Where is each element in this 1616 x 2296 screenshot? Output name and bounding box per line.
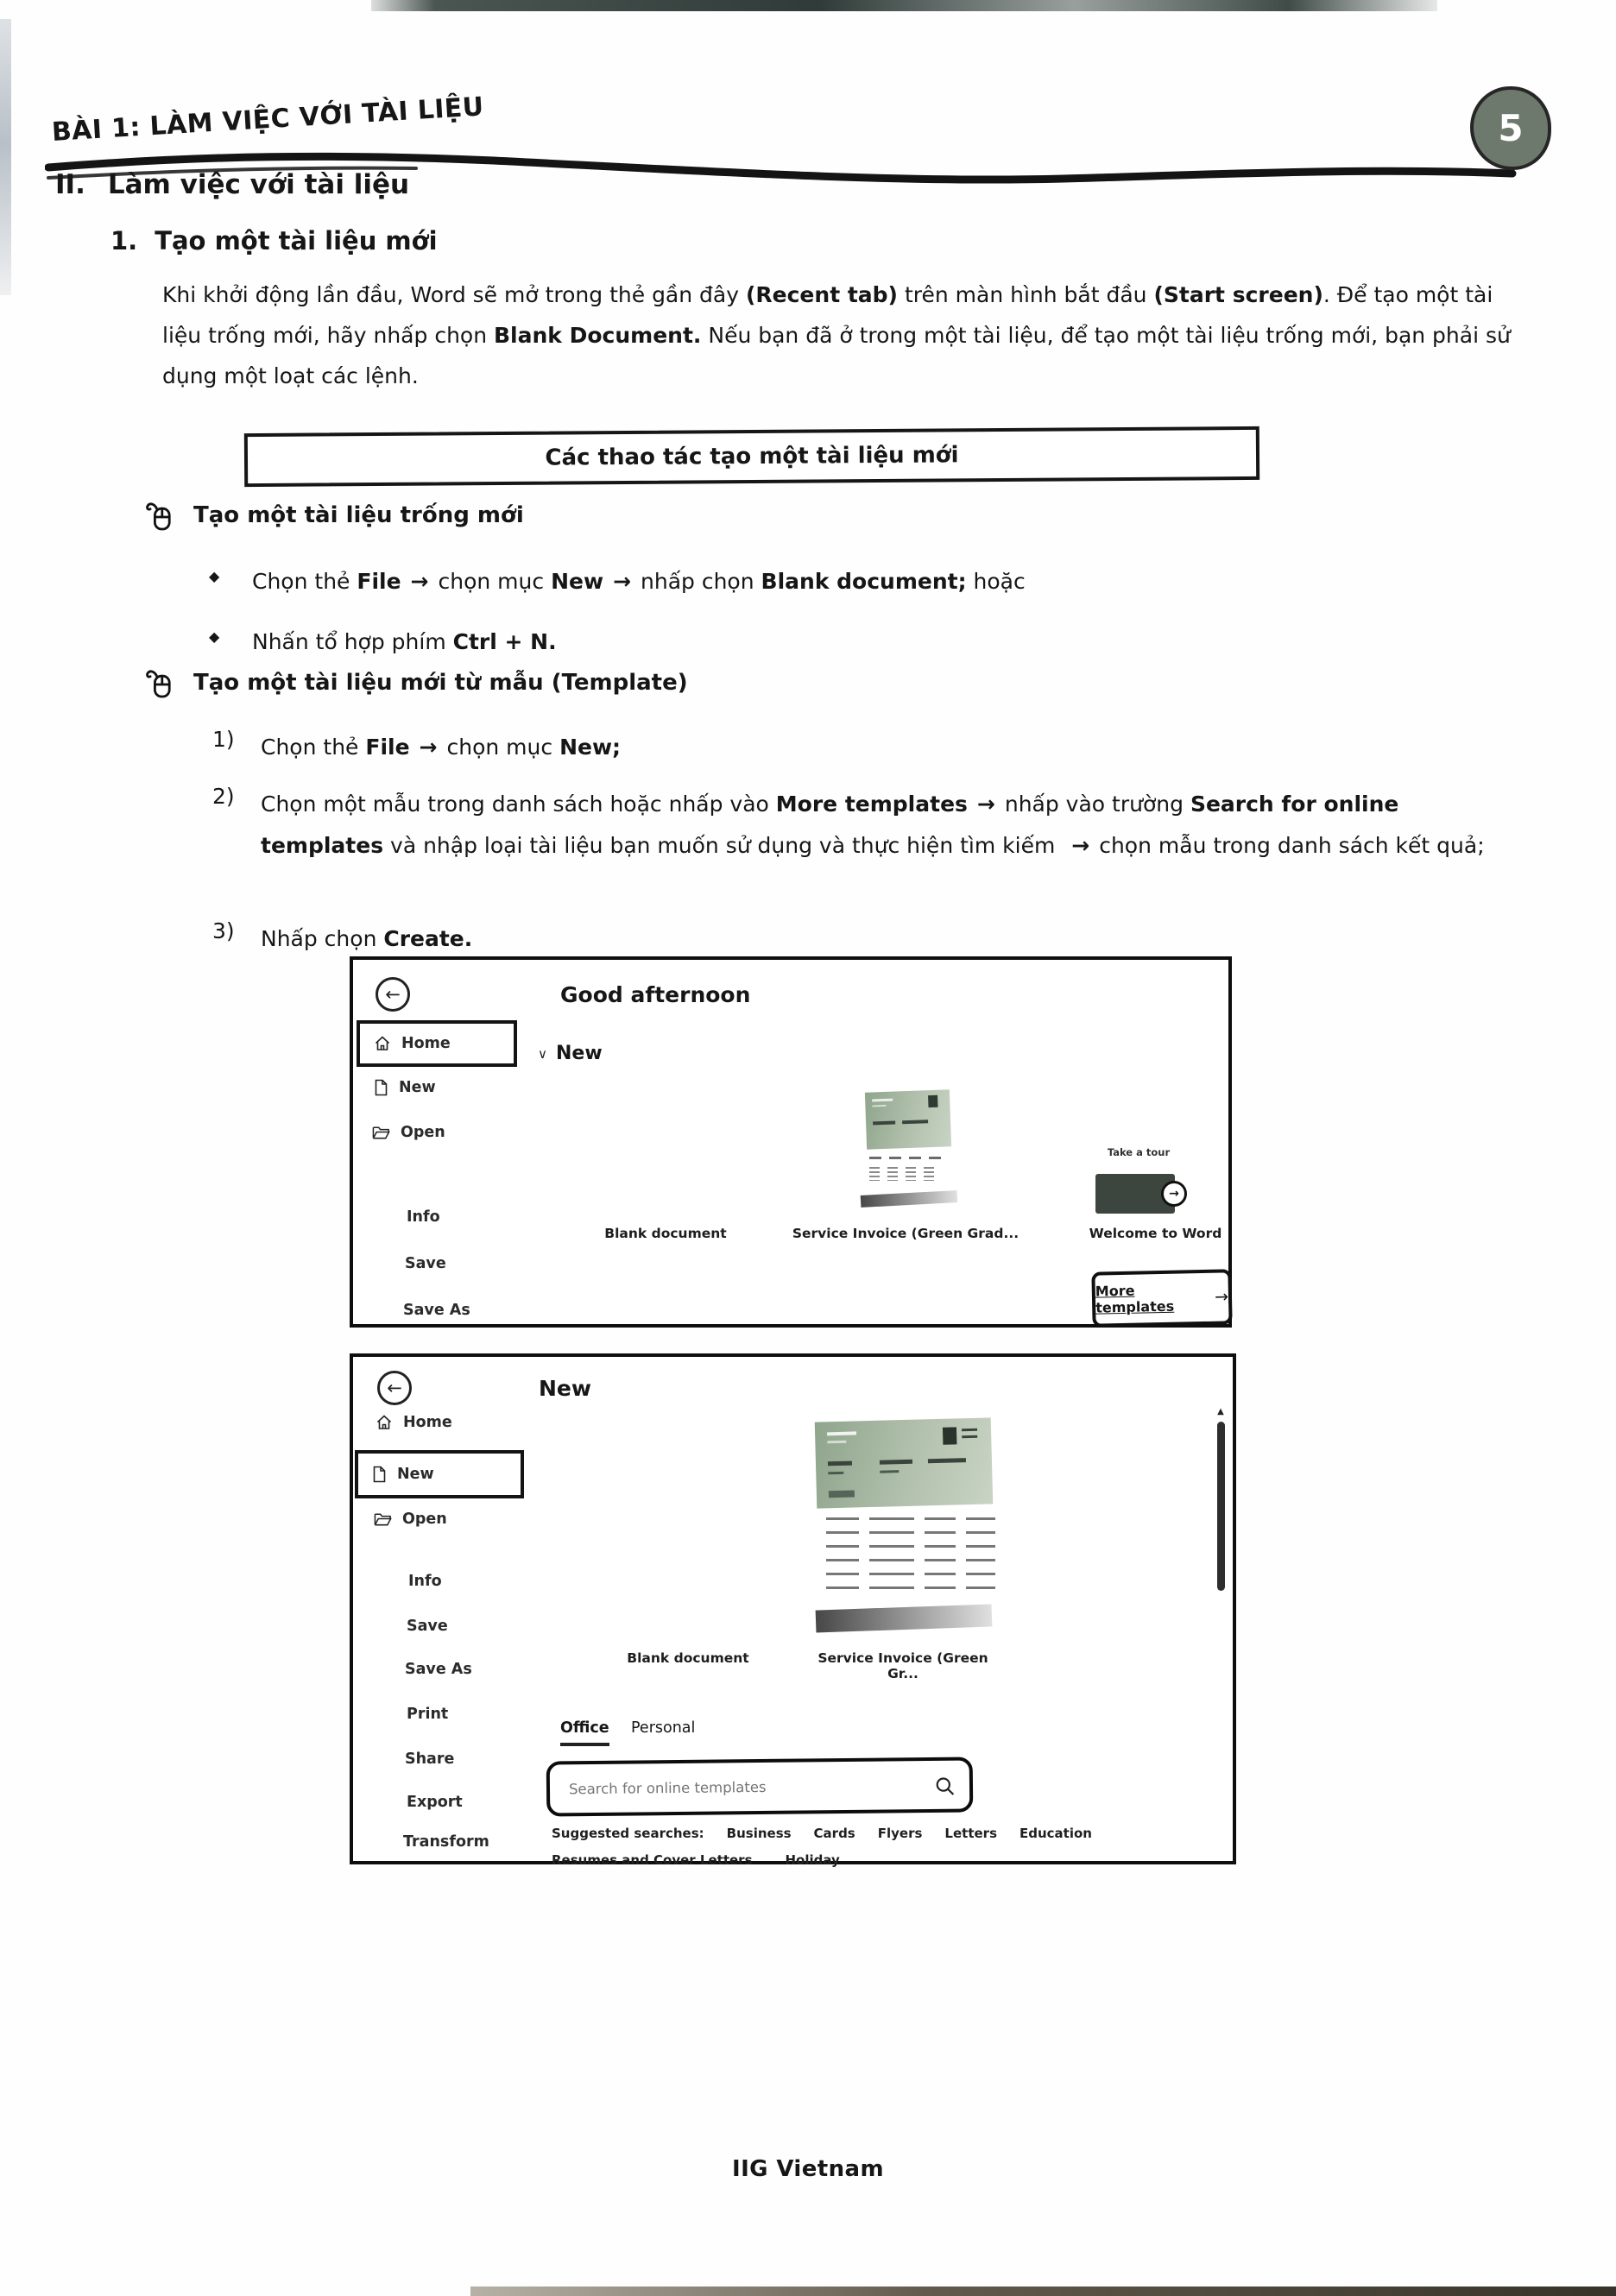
right-arrow-icon: → [613,569,632,594]
intro-paragraph [162,274,1516,396]
mouse-icon [143,666,176,703]
sidebar-item-label: New [399,1079,436,1096]
sidebar-item-info[interactable]: Info [408,1573,442,1590]
new-document-icon [374,1079,388,1096]
online-templates-search-box[interactable] [546,1757,974,1816]
step-number: 3) [212,918,235,943]
step-text: Chọn thẻ [261,735,366,760]
template-step-3 [261,918,1521,960]
section-label-text: New [555,1043,603,1064]
intro-text: trên màn hình bắt đầu [898,282,1154,307]
page-header-title: BÀI 1: LÀM VIỆC VỚI TÀI LIỆU [50,91,485,148]
step-bold-create: Create. [383,926,473,951]
step-text: Chọn một mẫu trong danh sách hoặc nhấp vào [261,792,776,817]
suggested-link[interactable]: Education [1019,1826,1092,1841]
sidebar-item-new[interactable] [355,1450,524,1498]
step-number: 1) [212,727,235,752]
suggested-link[interactable]: Holiday [785,1852,840,1868]
scan-artifact-left [0,19,11,295]
right-arrow-icon: → [976,792,995,817]
scan-artifact-bottom [470,2287,1616,2296]
thumbnail-table-lines [869,1157,941,1159]
sidebar-item-share[interactable]: Share [405,1750,455,1768]
template-thumbnail-invoice[interactable] [815,1417,994,1508]
right-arrow-icon: → [419,735,438,760]
suggested-link[interactable]: Flyers [877,1826,923,1841]
sidebar-item-home[interactable] [376,1414,452,1431]
template-heading: Tạo một tài liệu mới từ mẫu (Template) [193,670,688,696]
step-text: và nhập loại tài liệu bạn muốn sử dụng và thực hiện tìm kiếm [383,832,1063,858]
template-thumbnail-invoice[interactable] [865,1089,951,1149]
step-bold-new: New [551,569,604,594]
step-bold-new: New; [559,735,622,760]
blank-doc-step-b [252,621,1512,663]
suggested-searches-row2 [552,1852,840,1868]
step-text: chọn mục [438,569,552,594]
intro-bold-blank-document: Blank Document. [494,323,702,348]
new-page-title: New [539,1376,591,1401]
page-number-badge [1470,86,1551,170]
tile-label-service-invoice[interactable]: Service Invoice (Green Grad... [792,1226,1019,1241]
sidebar-item-transform[interactable]: Transform [403,1833,489,1851]
tile-label-welcome-to-word[interactable]: Welcome to Word [1089,1226,1222,1241]
suggested-searches-row1 [552,1826,1092,1841]
sidebar-item-save[interactable]: Save [407,1618,448,1635]
tile-label-service-invoice[interactable]: Service Invoice (Green Gr... [817,1650,988,1681]
scrollbar-thumb[interactable] [1217,1422,1225,1591]
procedure-box-title: Các thao tác tạo một tài liệu mới [545,442,959,471]
step-number: 2) [212,784,235,809]
step-bold-blank-document: Blank document; [761,569,967,594]
sidebar-item-open[interactable] [372,1124,445,1141]
greeting-title: Good afternoon [560,982,751,1007]
home-icon [376,1414,393,1431]
thumbnail-table-lines [826,1517,995,1592]
suggested-label: Suggested searches: [552,1826,704,1841]
sidebar-item-label: Open [401,1124,445,1141]
open-folder-icon [372,1125,390,1140]
mouse-icon [143,499,176,535]
sidebar-item-label: Open [402,1511,447,1528]
suggested-link[interactable]: Cards [813,1826,855,1841]
sidebar-item-label: Home [403,1414,452,1431]
search-input[interactable] [553,1764,916,1809]
step-bold-ctrl-n: Ctrl + N. [452,629,557,654]
more-templates-label: More templates [1095,1282,1175,1316]
open-folder-icon [374,1511,392,1527]
diamond-bullet-icon: ◆ [209,628,220,645]
procedure-box [244,426,1259,487]
new-section-label [538,1043,603,1064]
intro-bold-start-screen: (Start screen) [1153,282,1323,307]
sidebar-item-label: Home [401,1035,451,1052]
thumbnail-bottom-strip [816,1604,993,1632]
section-title: Làm việc với tài liệu [107,169,410,200]
home-icon [374,1035,391,1052]
diamond-bullet-icon: ◆ [209,568,220,584]
intro-text: Khi khởi động lần đầu, Word sẽ mở trong thẻ gần đây [162,282,746,307]
scrollbar[interactable] [1215,1407,1227,1591]
step-bold-search-online: Search for online templates [261,792,1399,858]
right-arrow-icon: → [1214,1287,1229,1307]
new-document-icon [372,1466,387,1483]
step-text: Nhấn tổ hợp phím [252,629,453,654]
tile-label-blank-document[interactable]: Blank document [627,1650,749,1666]
scan-artifact-top [371,0,1437,11]
step-text: Chọn thẻ [252,569,357,594]
step-bold-file: File [357,569,401,594]
blank-doc-heading: Tạo một tài liệu trống mới [193,502,524,528]
subsection-title: Tạo một tài liệu mới [155,226,438,255]
sidebar-item-open[interactable] [374,1511,447,1528]
sidebar-item-info[interactable]: Info [407,1208,440,1226]
figure-word-start-screen [350,956,1232,1328]
tile-label-blank-document[interactable]: Blank document [604,1226,727,1241]
sidebar-item-home[interactable] [357,1020,517,1067]
template-step-2 [261,784,1512,866]
footer-publisher: IIG Vietnam [732,2156,884,2182]
step-text: hoặc [966,569,1026,594]
step-text: nhấp chọn [641,569,761,594]
step-bold-file: File [365,735,410,760]
thumbnail-bottom-strip [861,1190,958,1208]
tour-arrow-icon: → [1161,1181,1187,1207]
back-arrow-icon: ← [387,1378,402,1398]
subsection-number: 1. [110,226,138,255]
section-heading [55,169,409,200]
sidebar-item-save[interactable]: Save [405,1255,446,1272]
intro-text: . Để tạo một tài liệu trống mới, hãy nhấp chọn [162,282,1493,348]
chevron-down-icon[interactable]: ∨ [538,1045,547,1062]
subsection-heading [110,226,438,255]
thumbnail-table-lines [869,1167,934,1181]
page-number: 5 [1498,107,1524,149]
sidebar-item-save-as[interactable]: Save As [403,1302,470,1319]
step-text: Nhấp chọn [261,926,384,951]
step-bold-more-templates: More templates [775,792,968,817]
more-templates-button[interactable] [1091,1269,1232,1327]
tab-personal[interactable]: Personal [631,1719,696,1737]
take-a-tour-label: Take a tour [1107,1146,1171,1158]
sidebar-item-save-as[interactable]: Save As [405,1661,472,1678]
step-text: chọn mẫu trong danh sách kết quả; [1099,832,1485,858]
scroll-up-icon[interactable]: ▲ [1217,1407,1224,1416]
back-button[interactable] [377,1371,412,1405]
intro-text: Nếu bạn đã ở trong một tài liệu, để tạo một tài liệu trống mới, bạn phải sử dụng một loạt các lệnh. [162,323,1511,388]
tab-office[interactable]: Office [560,1719,609,1746]
suggested-link[interactable]: Resumes and Cover Letters [552,1852,753,1868]
back-button[interactable] [376,977,410,1012]
step-text: nhấp vào trường [1004,792,1190,817]
step-text: chọn mục [446,735,560,760]
right-arrow-icon: → [1071,832,1090,858]
suggested-link[interactable]: Letters [944,1826,997,1841]
sidebar-item-print[interactable]: Print [407,1706,449,1723]
intro-bold-recent-tab: (Recent tab) [745,282,898,307]
suggested-link[interactable]: Business [726,1826,792,1841]
figure-word-new-screen [350,1353,1236,1868]
sidebar-item-new[interactable] [374,1079,436,1096]
template-step-1 [261,727,1521,768]
sidebar-item-label: New [397,1466,434,1483]
blank-doc-step-a [252,561,1512,602]
section-numeral: II. [55,169,85,200]
back-arrow-icon: ← [385,984,401,1005]
sidebar-item-export[interactable]: Export [407,1794,463,1811]
search-icon [935,1776,956,1797]
right-arrow-icon: → [410,569,429,594]
